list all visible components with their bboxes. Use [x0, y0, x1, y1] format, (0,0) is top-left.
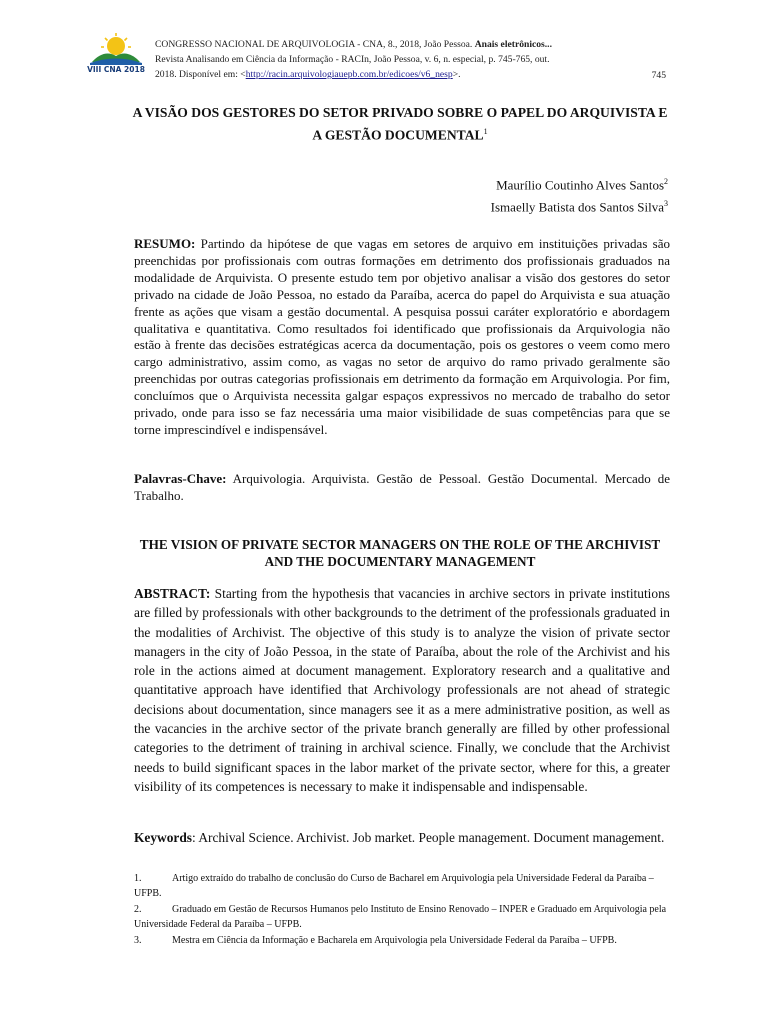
journal-link[interactable]: http://racin.arquivologiauepb.com.br/edicoes/v6_nesp [245, 69, 453, 80]
header-line-1: CONGRESSO NACIONAL DE ARQUIVOLOGIA - CNA, 8., 2018, João Pessoa. Anais eletrônicos... [155, 39, 552, 50]
resumo-label: RESUMO: [134, 236, 196, 251]
proceedings-title: Anais eletrônicos... [474, 39, 552, 50]
keywords-label: Keywords [134, 830, 193, 845]
keywords: Keywords: Archival Science. Archivist. Job market. People management. Document management. [134, 830, 665, 845]
footnote: 3. Mestra em Ciência da Informação e Bacharela em Arquivologia pela Universidade Federal da Paraíba – UFPB. [134, 934, 617, 946]
abstract-paragraph: ABSTRACT: Starting from the hypothesis that vacancies in archive sectors in private institutions are filled by professionals with other backgrounds to the detriment of the professionals graduated in the modalities of Archivist. The objective of this study is to analyze the vision of private sector managers in the city of João Pessoa, in the state of Paraíba, about the role of the Archivist and his role in the actions aimed at document management. Exploratory research and a qualitative and quantitative approach have identified that Archivology professionals are not ahead of strategic decisions about documentation, since managers see it as a mere administrative position, as well as the vacancies in the archive sector of the private branch generally are filled by other professional categories to the detriment of training in archival science. Finally, we conclude that the Archivist needs to build significant spaces in the labor market of the private sector, where for this, a greater visibility of its competences is necessary to make it indispensable and indispensable. [134, 586, 670, 794]
footnote: 1. Artigo extraído do trabalho de conclusão do Curso de Bacharel em Arquivologia pela Universidade Federal da Paraíba – UFPB. [134, 873, 654, 900]
footnote: 2. Graduado em Gestão de Recursos Humanos pelo Instituto de Ensino Renovado – INPER e Graduado em Arquivologia pela Universidade Federal da Paraíba – UFPB. [134, 903, 667, 931]
header-line-3: 2018. Disponível em: <http://racin.arquivologiauepb.com.br/edicoes/v6_nesp>. [155, 69, 461, 80]
palavras-chave: Palavras-Chave: Arquivologia. Arquivista. Gestão de Pessoal. Gestão Documental. Mercado de Trabalho. [134, 471, 670, 503]
author-list [491, 172, 668, 217]
author: Ismaelly Batista dos Santos Silva$^3$ [490, 199, 668, 215]
article-title-pt: A VISÃO DOS GESTORES DO SETOR PRIVADO SOBRE O PAPEL DO ARQUIVISTA E A GESTÃO DOCUMENTAL$^1$ [132, 105, 668, 143]
footnote-marker: 1 [483, 127, 488, 136]
citation-header [155, 37, 647, 82]
footnotes [134, 871, 670, 948]
palavras-chave-label: Palavras-Chave: [134, 471, 227, 486]
logo-text: VIII CNA 2018 [87, 65, 145, 74]
resumo-paragraph: RESUMO: Partindo da hipótese de que vagas em setores de arquivo em instituições privadas são preenchidas por profissionais com outras formações em detrimento dos profissionais graduados na modalidade de Arquivista. O presente estudo tem por objetivo analisar a visão dos gestores do setor privado na cidade de João Pessoa, no estado da Paraíba, acerca do papel do Arquivista e sua atuação frente as ações que visam a gestão documental. A pesquisa possui caráter exploratório e abordagem qualitativa e quantitativa. Como resultados foi identificado que profissionais da Arquivologia não estão à frente das decisões estratégicas acerca da documentação, pois os gestores o veem como mero cargo administrativo, assim como, as vagas no setor de arquivo do ramo privado geralmente são preenchidas por outras categorias profissionais em detrimento da formação em Arquivologia. Por fim, concluímos que o Arquivista necessita galgar espaços expressivos no mercado de trabalho do setor privado, onde para isso se faz necessária uma maior visibilidade de suas competências para que se torne imprescindível e indispensável. [134, 236, 670, 437]
abstract-label: ABSTRACT: [134, 586, 211, 601]
page-number: 745 [651, 70, 666, 81]
article-title-en: THE VISION OF PRIVATE SECTOR MANAGERS ON THE ROLE OF THE ARCHIVIST AND THE DOCUMENTARY MANAGEMENT [139, 537, 661, 569]
conference-logo [86, 32, 146, 76]
author: Maurílio Coutinho Alves Santos$^2$ [496, 177, 668, 193]
header-line-2: Revista Analisando em Ciência da Informação - RACIn, João Pessoa, v. 6, n. especial, p. 745-765, out. [155, 54, 550, 65]
